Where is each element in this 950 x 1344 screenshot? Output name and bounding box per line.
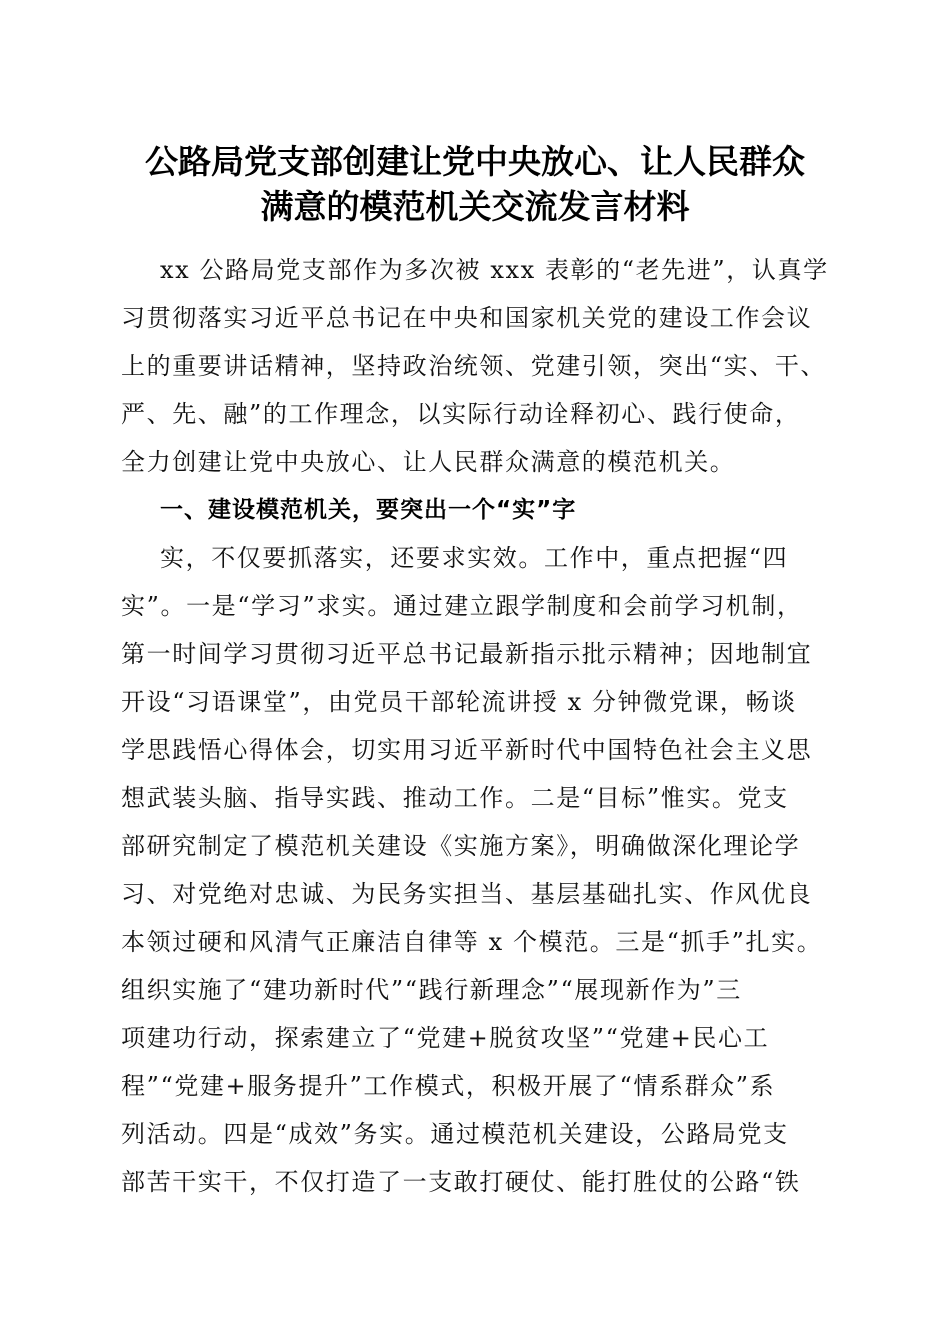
section-1-line-11: 项建功行动，探索建立了“党建+脱贫攻坚”“党建+民心工	[121, 1024, 770, 1052]
document-title-line-1: 公路局党支部创建让党中央放心、让人民群众	[145, 142, 805, 181]
section-1-line-1: 实，不仅要抓落实，还要求实效。工作中，重点把握“四	[160, 544, 789, 572]
section-1-line-2: 实”。一是“学习”求实。通过建立跟学制度和会前学习机制，	[121, 592, 803, 620]
section-1-line-9: 本领过硬和风清气正廉洁自律等 x 个模范。三是“抓手”扎实。	[121, 928, 823, 956]
section-1-line-10: 组织实施了“建功新时代”“践行新理念”“展现新作为”三	[121, 976, 742, 1004]
section-1-heading: 一、建设模范机关，要突出一个“实”字	[160, 497, 577, 523]
section-1-line-5: 学思践悟心得体会，切实用习近平新时代中国特色社会主义思	[121, 736, 813, 764]
section-1-line-7: 部研究制定了模范机关建设《实施方案》，明确做深化理论学	[121, 832, 801, 860]
section-1-line-4: 开设“习语课堂”，由党员干部轮流讲授 x 分钟微党课，畅谈	[121, 688, 797, 716]
section-1-line-3: 第一时间学习贯彻习近平总书记最新指示批示精神；因地制宜	[121, 640, 813, 668]
intro-line-5: 全力创建让党中央放心、让人民群众满意的模范机关。	[121, 448, 736, 476]
section-1-line-8: 习、对党绝对忠诚、为民务实担当、基层基础扎实、作风优良	[121, 880, 813, 908]
section-1-line-12: 程”“党建+服务提升”工作模式，积极开展了“情系群众”系	[121, 1072, 776, 1100]
section-1-line-13: 列活动。四是“成效”务实。通过模范机关建设，公路局党支	[121, 1120, 789, 1148]
document-title-line-2: 满意的模范机关交流发言材料	[260, 187, 690, 226]
intro-line-3: 上的重要讲话精神，坚持政治统领、党建引领，突出“实、干、	[121, 352, 827, 380]
section-1-line-14: 部苦干实干，不仅打造了一支敢打硬仗、能打胜仗的公路“铁	[121, 1168, 801, 1196]
intro-line-2: 习贯彻落实习近平总书记在中央和国家机关党的建设工作会议	[121, 304, 813, 332]
intro-line-1: xx 公路局党支部作为多次被 xxx 表彰的“老先进”，认真学	[160, 256, 829, 284]
intro-line-4: 严、先、融”的工作理念，以实际行动诠释初心、践行使命，	[121, 400, 801, 428]
section-1-line-6: 想武装头脑、指导实践、推动工作。二是“目标”惟实。党支	[121, 784, 789, 812]
